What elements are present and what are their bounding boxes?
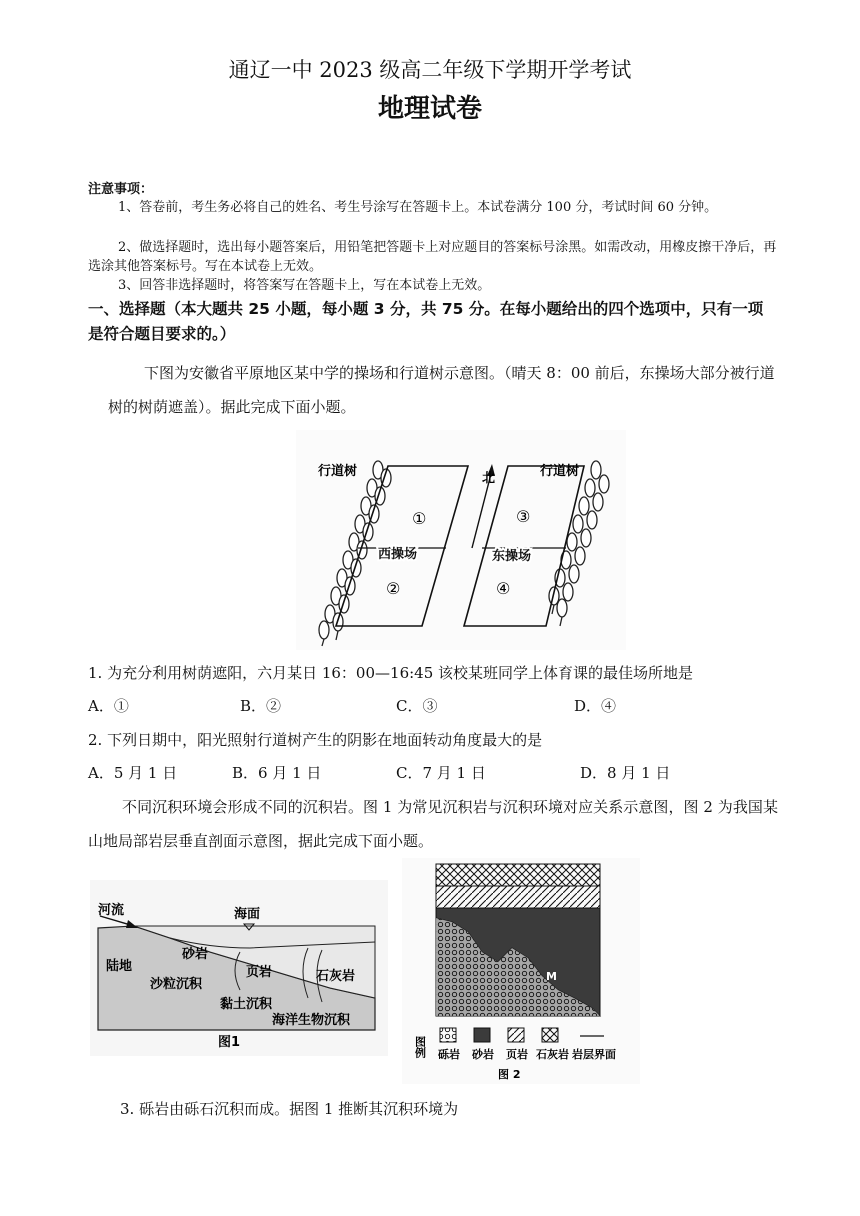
river-label: 河流	[98, 903, 125, 918]
land-label: 陆地	[106, 959, 133, 974]
q2-option-d: D．8 月 1 日	[580, 764, 671, 782]
shale-label: 页岩	[246, 965, 273, 980]
legend-conglomerate: 砾岩	[438, 1048, 460, 1061]
figure-2-caption: 图 2	[498, 1068, 521, 1081]
q2-option-b: B．6 月 1 日	[232, 764, 322, 782]
q1-option-c: C．③	[396, 697, 438, 715]
note-item-3: 3、回答非选择题时，将答案写在答题卡上，写在本试卷上无效。	[118, 278, 491, 293]
q1-option-d: D．④	[574, 697, 617, 715]
passage-1: 下图为安徽省平原地区某中学的操场和行道树示意图。（晴天 8：00 前后，东操场大部分被行道树的树荫遮盖）。据此完成下面小题。	[108, 364, 775, 416]
zone-4-label: ④	[496, 579, 511, 598]
question-1-stem: 1. 为充分利用树荫遮阳，六月某日 16：00—16:45 该校某班同学上体育课的最佳场所地是	[88, 664, 694, 682]
limestone-label: 石灰岩	[316, 969, 356, 984]
tree-label-left: 行道树	[318, 464, 358, 479]
legend-swatch-conglomerate	[440, 1028, 456, 1042]
q2-option-a: A．5 月 1 日	[88, 764, 178, 782]
boundary-marker-m: M	[546, 970, 557, 983]
legend-title: 图例	[413, 1036, 427, 1058]
exam-title: 通辽一中 2023 级高二年级下学期开学考试	[228, 58, 632, 82]
note-item-2: 2、做选择题时，选出每小题答案后，用铅笔把答题卡上对应题目的答案标号涂黑。如需改动，用橡皮擦干净后，再选涂其他答案标号。写在本试卷上无效。	[88, 240, 777, 274]
rock-profile-figure-2	[402, 858, 640, 1084]
legend-sandstone: 砂岩	[472, 1048, 494, 1061]
sand-deposit-label: 沙粒沉积	[150, 977, 203, 992]
east-field-label: 东操场	[492, 549, 532, 564]
shale-layer	[436, 886, 600, 908]
legend-boundary: 岩层界面	[572, 1048, 616, 1061]
sandstone-label: 砂岩	[182, 947, 209, 962]
north-label: 北	[482, 471, 496, 486]
limestone-layer	[436, 864, 600, 886]
section-heading: 一、选择题（本大题共 25 小题，每小题 3 分，共 75 分。在每小题给出的四个选项中，只有一项是符合题目要求的。）	[88, 300, 764, 343]
legend-shale: 页岩	[506, 1048, 528, 1061]
legend-limestone: 石灰岩	[536, 1048, 569, 1061]
zone-3-label: ③	[516, 507, 531, 526]
subject-title: 地理试卷	[377, 94, 482, 124]
legend-swatch-sandstone	[474, 1028, 490, 1042]
tree-label-right: 行道树	[540, 464, 580, 479]
figure-1-caption: 图1	[218, 1035, 241, 1050]
sedimentary-figure-1	[90, 880, 388, 1056]
q2-option-c: C．7 月 1 日	[396, 764, 486, 782]
legend-swatch-limestone	[542, 1028, 558, 1042]
zone-2-label: ②	[386, 579, 401, 598]
q1-option-b: B．②	[240, 697, 282, 715]
note-item-1: 1、答卷前，考生务必将自己的姓名、考生号涂写在答题卡上。本试卷满分 100 分，考试时间 60 分钟。	[118, 200, 718, 215]
marine-deposit-label: 海洋生物沉积	[272, 1013, 351, 1028]
q1-option-a: A．①	[88, 697, 129, 715]
sea-level-label: 海面	[234, 907, 261, 922]
legend-swatch-shale	[508, 1028, 524, 1042]
passage-2: 不同沉积环境会形成不同的沉积岩。图 1 为常见沉积岩与沉积环境对应关系示意图，图 2 为我国某山地局部岩层垂直剖面示意图，据此完成下面小题。	[88, 798, 778, 850]
notes-heading: 注意事项：	[88, 182, 154, 197]
question-3-stem: 3. 砾岩由砾石沉积而成。据图 1 推断其沉积环境为	[120, 1100, 459, 1118]
clay-deposit-label: 黏土沉积	[220, 997, 273, 1012]
zone-1-label: ①	[412, 509, 427, 528]
west-field-label: 西操场	[378, 547, 418, 562]
playground-figure	[296, 430, 626, 650]
question-2-stem: 2. 下列日期中，阳光照射行道树产生的阴影在地面转动角度最大的是	[88, 731, 543, 749]
